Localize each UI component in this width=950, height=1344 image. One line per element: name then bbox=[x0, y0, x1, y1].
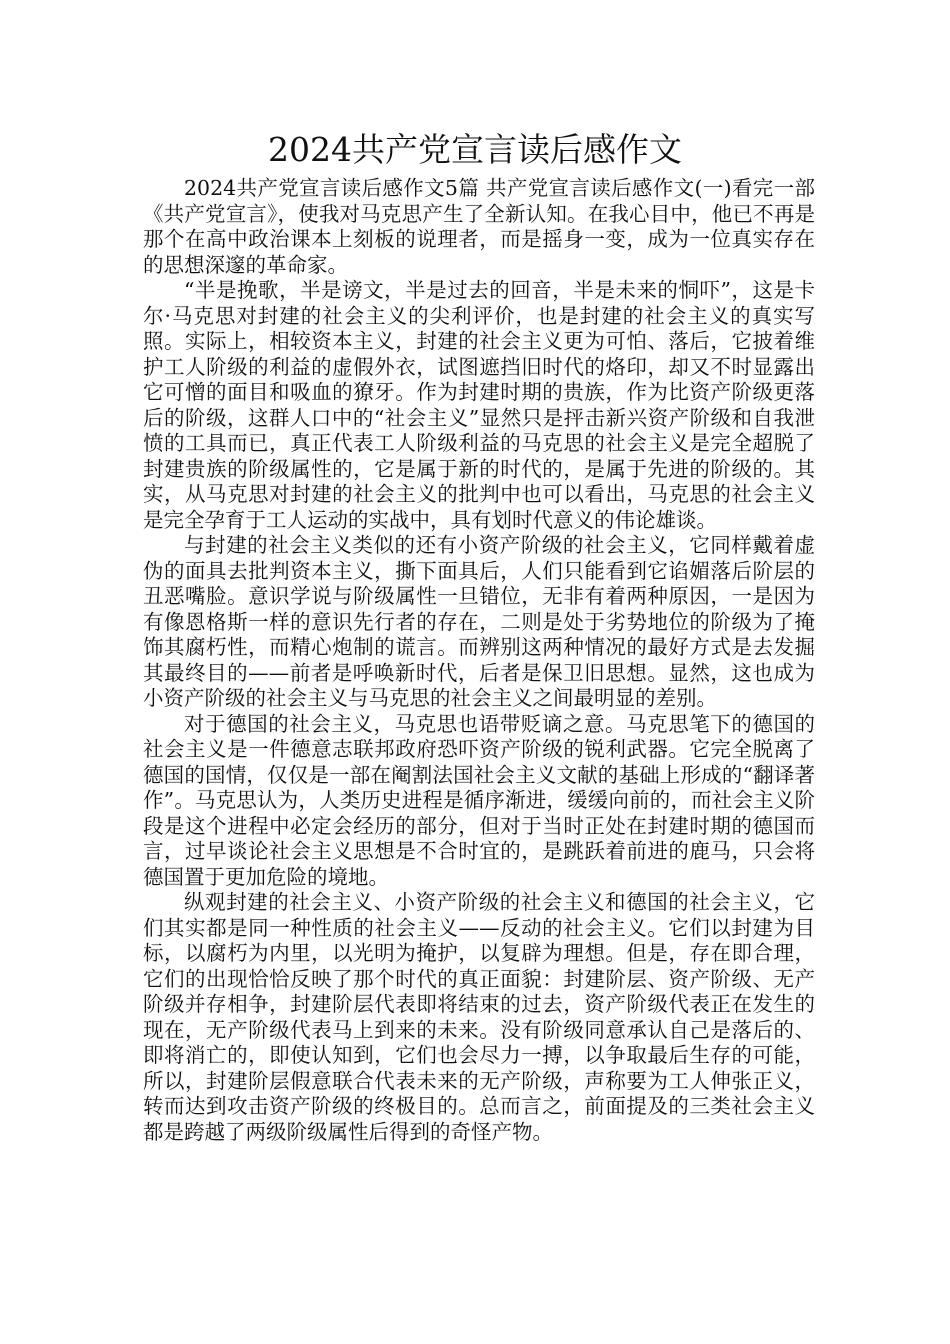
paragraph-1: 2024共产党宣言读后感作文5篇 共产党宣言读后感作文(一)看完一部《共产党宣言》，使我对马克思产生了全新认知。在我心目中，他已不再是那个在高中政治课本上刻板的说理者，而是摇身一变，成为一位真实存在的思想深邃的革命家。 bbox=[143, 176, 815, 277]
document-body bbox=[143, 176, 815, 1145]
paragraph-4: 对于德国的社会主义，马克思也语带贬谪之意。马克思笔下的德国的社会主义是一件德意志联邦政府恐吓资产阶级的锐利武器。它完全脱离了德国的国情，仅仅是一部在阉割法国社会主义文献的基础上形成的“翻译著作”。马克思认为，人类历史进程是循序渐进，缓缓向前的，而社会主义阶段是这个进程中必定会经历的部分，但对于当时正处在封建时期的德国而言，过早谈论社会主义思想是不合时宜的，是跳跃着前进的鹿马，只会将德国置于更加危险的境地。 bbox=[143, 711, 815, 889]
document-title: 2024共产党宣言读后感作文 bbox=[268, 130, 682, 169]
paragraph-5: 纵观封建的社会主义、小资产阶级的社会主义和德国的社会主义，它们其实都是同一种性质的社会主义——反动的社会主义。它们以封建为目标，以腐朽为内里，以光明为掩护，以复辟为理想。但是，存在即合理，它们的出现恰恰反映了那个时代的真正面貌：封建阶层、资产阶级、无产阶级并存相争，封建阶层代表即将结束的过去，资产阶级代表正在发生的现在，无产阶级代表马上到来的未来。没有阶级同意承认自己是落后的、即将消亡的，即使认知到，它们也会尽力一搏，以争取最后生存的可能，所以，封建阶层假意联合代表未来的无产阶级，声称要为工人伸张正义，转而达到攻击资产阶级的终极目的。总而言之，前面提及的三类社会主义都是跨越了两级阶级属性后得到的奇怪产物。 bbox=[143, 890, 815, 1144]
paragraph-2: “半是挽歌，半是谤文，半是过去的回音，半是未来的恫吓”，这是卡尔·马克思对封建的社会主义的尖利评价，也是封建的社会主义的真实写照。实际上，相较资本主义，封建的社会主义更为可怕、落后，它披着维护工人阶级的利益的虚假外衣，试图遮挡旧时代的烙印，却又不时显露出它可憎的面目和吸血的獠牙。作为封建时期的贵族，作为比资产阶级更落后的阶级，这群人口中的“社会主义”显然只是抨击新兴资产阶级和自我泄愤的工具而已，真正代表工人阶级利益的马克思的社会主义是完全超脱了封建贵族的阶级属性的，它是属于新的时代的，是属于先进的阶级的。其实，从马克思对封建的社会主义的批判中也可以看出，马克思的社会主义是完全孕育于工人运动的实战中，具有划时代意义的伟论雄谈。 bbox=[143, 278, 815, 532]
paragraph-3: 与封建的社会主义类似的还有小资产阶级的社会主义，它同样戴着虚伪的面具去批判资本主义，撕下面具后，人们只能看到它谄媚落后阶层的丑恶嘴脸。意识学说与阶级属性一旦错位，无非有着两种原因，一是因为有像恩格斯一样的意识先行者的存在，二则是处于劣势地位的阶级为了掩饰其腐朽性，而精心炮制的谎言。而辨别这两种情况的最好方式是去发掘其最终目的——前者是呼唤新时代，后者是保卫旧思想。显然，这也成为小资产阶级的社会主义与马克思的社会主义之间最明显的差别。 bbox=[143, 533, 815, 710]
